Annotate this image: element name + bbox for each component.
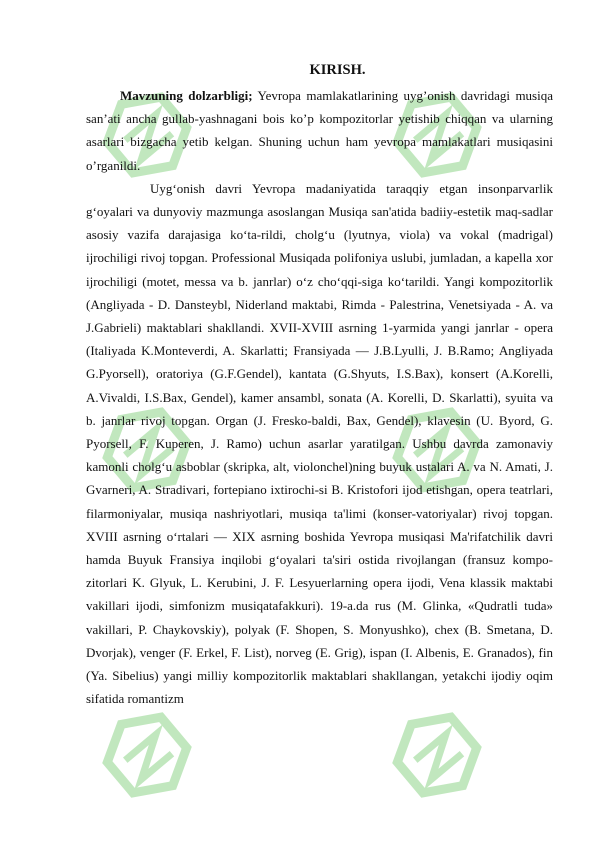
- paragraph-relevance: [86, 84, 553, 177]
- document-body: [86, 58, 553, 710]
- paragraph-lead: Mavzuning dolzarbligi;: [120, 88, 253, 103]
- paragraph-renaissance: Uyg‘onish davri Yevropa madaniyatida taraqqiy etgan insonparvarlik g‘oyalari va dunyoviy mazmunga asoslangan Musiqa san'atida badiiy-estetik maq-sadlar asosiy vazifa darajasiga ko‘ta-rildi, cholg‘u (lyutnya, viola) va vokal (madrigal) ijrochiligi rivoj topgan. Professional Musiqada polifoniya uslubi, jumladan, a kapella xor ijrochiligi (motet, messa va b. janrlar) o‘z cho‘qqi-siga ko‘tarildi. Yangi kompozitorlik (Angliyada - D. Dansteybl, Niderland maktabi, Rimda - Palestrina, Venetsiyada - A. va J.Gabrieli) maktablari shakllandi. XVII-XVIII asrning 1-yarmida yangi janrlar - opera (Italiyada K.Monteverdi, A. Skarlatti; Fransiyada — J.B.Lyulli, J. B.Ramo; Angliyada G.Pyorsell), oratoriya (G.F.Gendel), kantata (G.Shyuts, I.S.Bax), konsert (A.Korelli, A.Vivaldi, I.S.Bax, Gendel), kamer ansambl, sonata (A. Korelli, D. Skarlatti), syuita va b. janrlar rivoj topgan. Organ (J. Fresko-baldi, Bax, Gendel), klavesin (U. Byord, G. Pyorsell, F. Kuperen, J. Ramo) uchun asarlar yaratilgan. Ushbu davrda zamonaviy kamonli cholg‘u asboblar (skripka, alt, violonchel)ning buyuk ustalari A. va N. Amati, J. Gvarneri, A. Stradivari, fortepiano ixtirochi-si B. Kristofori ijod etishgan, opera teatrlari, filarmoniyalar, musiqa nashriyotlari, musiqa ta'limi (konser-vatoriyalar) rivoj topgan. XVIII asrning o‘rtalari — XIX asrning boshida Yevropa musiqasi Ma'rifatchilik davri hamda Buyuk Fransiya inqilobi g‘oyalari ta'siri ostida rivojlangan (fransuz kompo-zitorlari K. Glyuk, L. Kerubini, J. F. Lesyuerlarning opera ijodi, Vena klassik maktabi vakillari ijodi, simfonizm musiqatafakkuri). 19-a.da rus (M. Glinka, «Qudratli tuda» vakillari, P. Chaykovskiy), polyak (F. Shopen, S. Monyushko), chex (B. Smetana, D. Dvorjak), venger (F. Erkel, F. List), norveg (E. Grig), ispan (I. Albenis, E. Granados), fin (Ya. Sibelius) yangi milliy kompozitorlik maktablari shakllangan, yetakchi ijodiy oqim sifatida romantizm: [86, 180, 553, 707]
- paragraph-text: Yevropa mamlakatlarining uyg’onish davridagi musiqa san’ati ancha gullab-yashnagani bois ko’p kompozitorlar yetishib chiqqan va ularning asarlari bizgacha yetib kelgan. Shuning uchun ham yevropa mamlakatlari musiqasini o’rganildi.: [86, 88, 553, 173]
- page-title: KIRISH.: [309, 62, 366, 78]
